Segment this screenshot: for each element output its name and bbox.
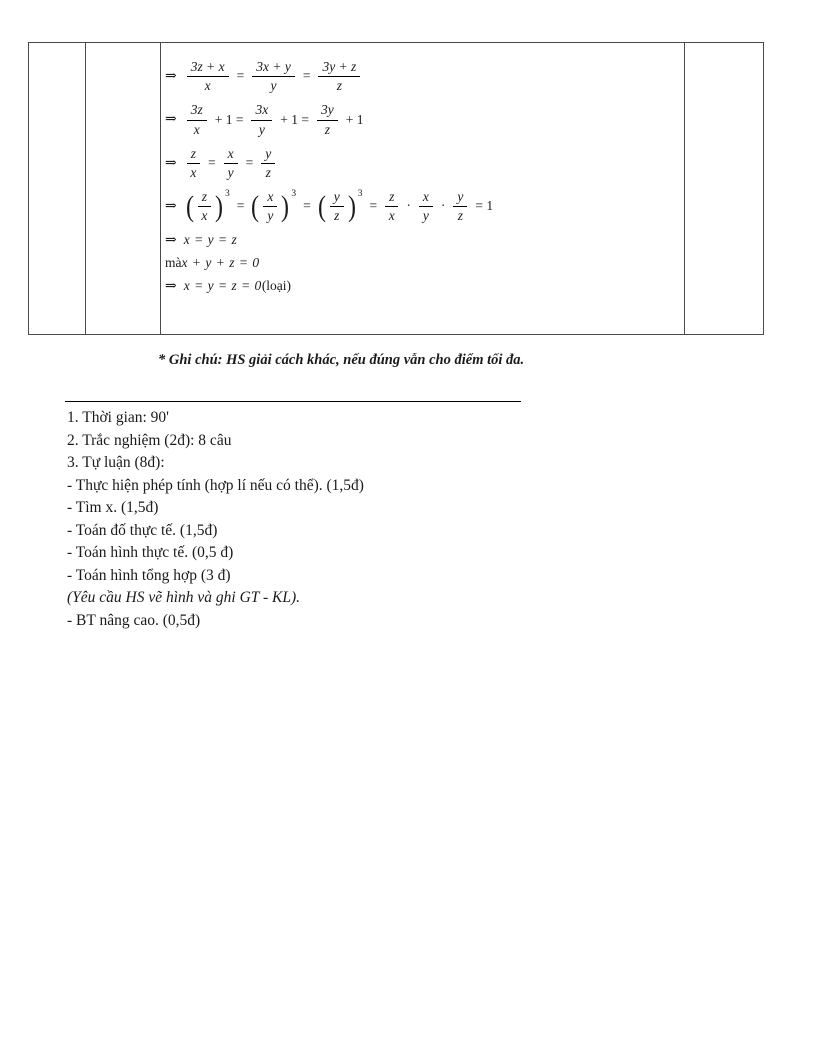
outline-item-geom-comb: - Toán hình tổng hợp (3 đ) bbox=[67, 566, 231, 584]
fraction-numerator: z bbox=[198, 189, 211, 207]
fraction-numerator: z bbox=[187, 146, 200, 164]
fraction-denominator: z bbox=[336, 78, 342, 94]
fraction-numerator: y bbox=[453, 189, 467, 207]
math-text: + 1 bbox=[345, 111, 364, 127]
fraction-denominator: z bbox=[265, 164, 271, 180]
math-exponent: 3 bbox=[291, 189, 297, 200]
math-text: = bbox=[236, 68, 245, 84]
math-text: + 1 = bbox=[280, 111, 309, 127]
outline-item-calc: - Thực hiện phép tính (hợp lí nếu có thể). (1,5đ) bbox=[67, 476, 364, 494]
left-paren-icon: ( bbox=[317, 189, 326, 223]
math-fraction bbox=[318, 59, 360, 94]
math-fraction bbox=[187, 102, 207, 137]
fraction-numerator: x bbox=[263, 189, 277, 207]
math-fraction bbox=[187, 59, 229, 94]
fraction-denominator: z bbox=[324, 121, 330, 137]
math-line-2 bbox=[165, 102, 680, 137]
implies-arrow-icon: ⇒ bbox=[165, 232, 177, 248]
exam-outline bbox=[67, 407, 364, 632]
fraction-denominator: y bbox=[258, 121, 265, 137]
math-fraction bbox=[317, 102, 338, 137]
math-line-5 bbox=[165, 233, 680, 248]
math-text: = bbox=[302, 68, 311, 84]
left-paren-icon: ( bbox=[185, 189, 194, 223]
math-text: x = y = z bbox=[183, 231, 238, 247]
math-fraction bbox=[252, 59, 295, 94]
implies-arrow-icon: ⇒ bbox=[165, 199, 177, 215]
fraction-numerator: 3y + z bbox=[318, 59, 360, 77]
table-col-points bbox=[685, 43, 763, 334]
table-col-question bbox=[29, 43, 86, 334]
fraction-denominator: y bbox=[267, 208, 274, 224]
outline-item-time: 1. Thời gian: 90' bbox=[67, 409, 169, 426]
implies-arrow-icon: ⇒ bbox=[165, 68, 177, 84]
math-text: (loại) bbox=[261, 278, 292, 293]
math-paren-group bbox=[185, 189, 231, 224]
answer-table bbox=[28, 42, 764, 335]
math-text: = bbox=[208, 155, 216, 171]
math-fraction bbox=[251, 102, 272, 137]
fraction-denominator: y bbox=[227, 164, 234, 180]
implies-arrow-icon: ⇒ bbox=[165, 112, 177, 128]
fraction-numerator: z bbox=[385, 189, 398, 207]
math-fraction bbox=[263, 189, 277, 224]
math-line-1 bbox=[165, 59, 680, 94]
left-paren-icon: ( bbox=[251, 189, 260, 223]
math-exponent: 3 bbox=[225, 189, 230, 200]
fraction-numerator: 3z bbox=[187, 102, 207, 120]
table-col-solution bbox=[161, 43, 685, 334]
fraction-numerator: x bbox=[419, 189, 433, 207]
fraction-numerator: 3x bbox=[251, 102, 272, 120]
math-fraction bbox=[385, 189, 398, 224]
fraction-numerator: 3y bbox=[317, 102, 338, 120]
math-line-7 bbox=[165, 279, 680, 294]
math-fraction bbox=[198, 189, 211, 224]
fraction-denominator: z bbox=[334, 208, 340, 224]
outline-item-geom-real: - Toán hình thực tế. (0,5 đ) bbox=[67, 544, 234, 561]
fraction-numerator: 3x + y bbox=[252, 59, 295, 77]
math-fraction bbox=[330, 189, 344, 224]
outline-item-essay: 3. Tự luận (8đ): bbox=[67, 454, 165, 471]
math-fraction bbox=[224, 146, 238, 181]
table-col-part bbox=[86, 43, 161, 334]
fraction-numerator: x bbox=[224, 146, 238, 164]
fraction-denominator: x bbox=[388, 208, 395, 224]
math-line-3 bbox=[165, 146, 680, 181]
math-text: · bbox=[406, 198, 411, 214]
math-paren-group bbox=[317, 189, 364, 224]
outline-item-findx: - Tìm x. (1,5đ) bbox=[67, 499, 159, 516]
math-paren-group bbox=[250, 189, 297, 224]
fraction-numerator: y bbox=[261, 146, 275, 164]
right-paren-icon: ) bbox=[347, 189, 356, 223]
divider-line bbox=[65, 401, 521, 402]
math-line-6 bbox=[165, 256, 680, 271]
math-fraction bbox=[419, 189, 433, 224]
math-text: = bbox=[245, 155, 254, 171]
fraction-numerator: 3z + x bbox=[187, 59, 229, 77]
math-text: · bbox=[440, 198, 446, 214]
outline-item-mcq: 2. Trắc nghiệm (2đ): 8 câu bbox=[67, 431, 232, 449]
math-text: + 1 = bbox=[214, 111, 244, 127]
math-text: = bbox=[236, 198, 245, 214]
math-line-4 bbox=[165, 189, 680, 224]
grading-note: * Ghi chú: HS giải cách khác, nếu đúng vẫn cho điểm tối đa. bbox=[158, 352, 525, 368]
math-text: x + y + z = 0 bbox=[181, 254, 260, 270]
right-paren-icon: ) bbox=[215, 189, 223, 223]
math-exponent: 3 bbox=[357, 189, 363, 200]
fraction-denominator: y bbox=[422, 208, 429, 224]
math-fraction bbox=[187, 146, 200, 181]
fraction-denominator: x bbox=[201, 208, 208, 224]
math-text: = bbox=[369, 198, 378, 214]
implies-arrow-icon: ⇒ bbox=[165, 155, 177, 171]
fraction-denominator: x bbox=[193, 121, 200, 137]
math-text: x = y = z = 0 bbox=[183, 278, 262, 293]
math-text: mà bbox=[165, 254, 182, 270]
outline-item-requirement: (Yêu cầu HS vẽ hình và ghi GT - KL). bbox=[67, 589, 301, 606]
implies-arrow-icon: ⇒ bbox=[165, 278, 177, 294]
math-text: = bbox=[303, 198, 311, 214]
math-fraction bbox=[261, 146, 275, 181]
outline-item-word-prob: - Toán đố thực tế. (1,5đ) bbox=[67, 521, 218, 539]
fraction-denominator: z bbox=[457, 208, 464, 224]
right-paren-icon: ) bbox=[281, 189, 290, 223]
fraction-numerator: y bbox=[330, 189, 344, 207]
fraction-denominator: x bbox=[204, 78, 211, 94]
math-fraction bbox=[453, 189, 467, 224]
fraction-denominator: y bbox=[270, 78, 277, 94]
outline-item-advanced: - BT nâng cao. (0,5đ) bbox=[67, 611, 201, 629]
math-text: = 1 bbox=[475, 198, 494, 214]
fraction-denominator: x bbox=[190, 164, 197, 180]
